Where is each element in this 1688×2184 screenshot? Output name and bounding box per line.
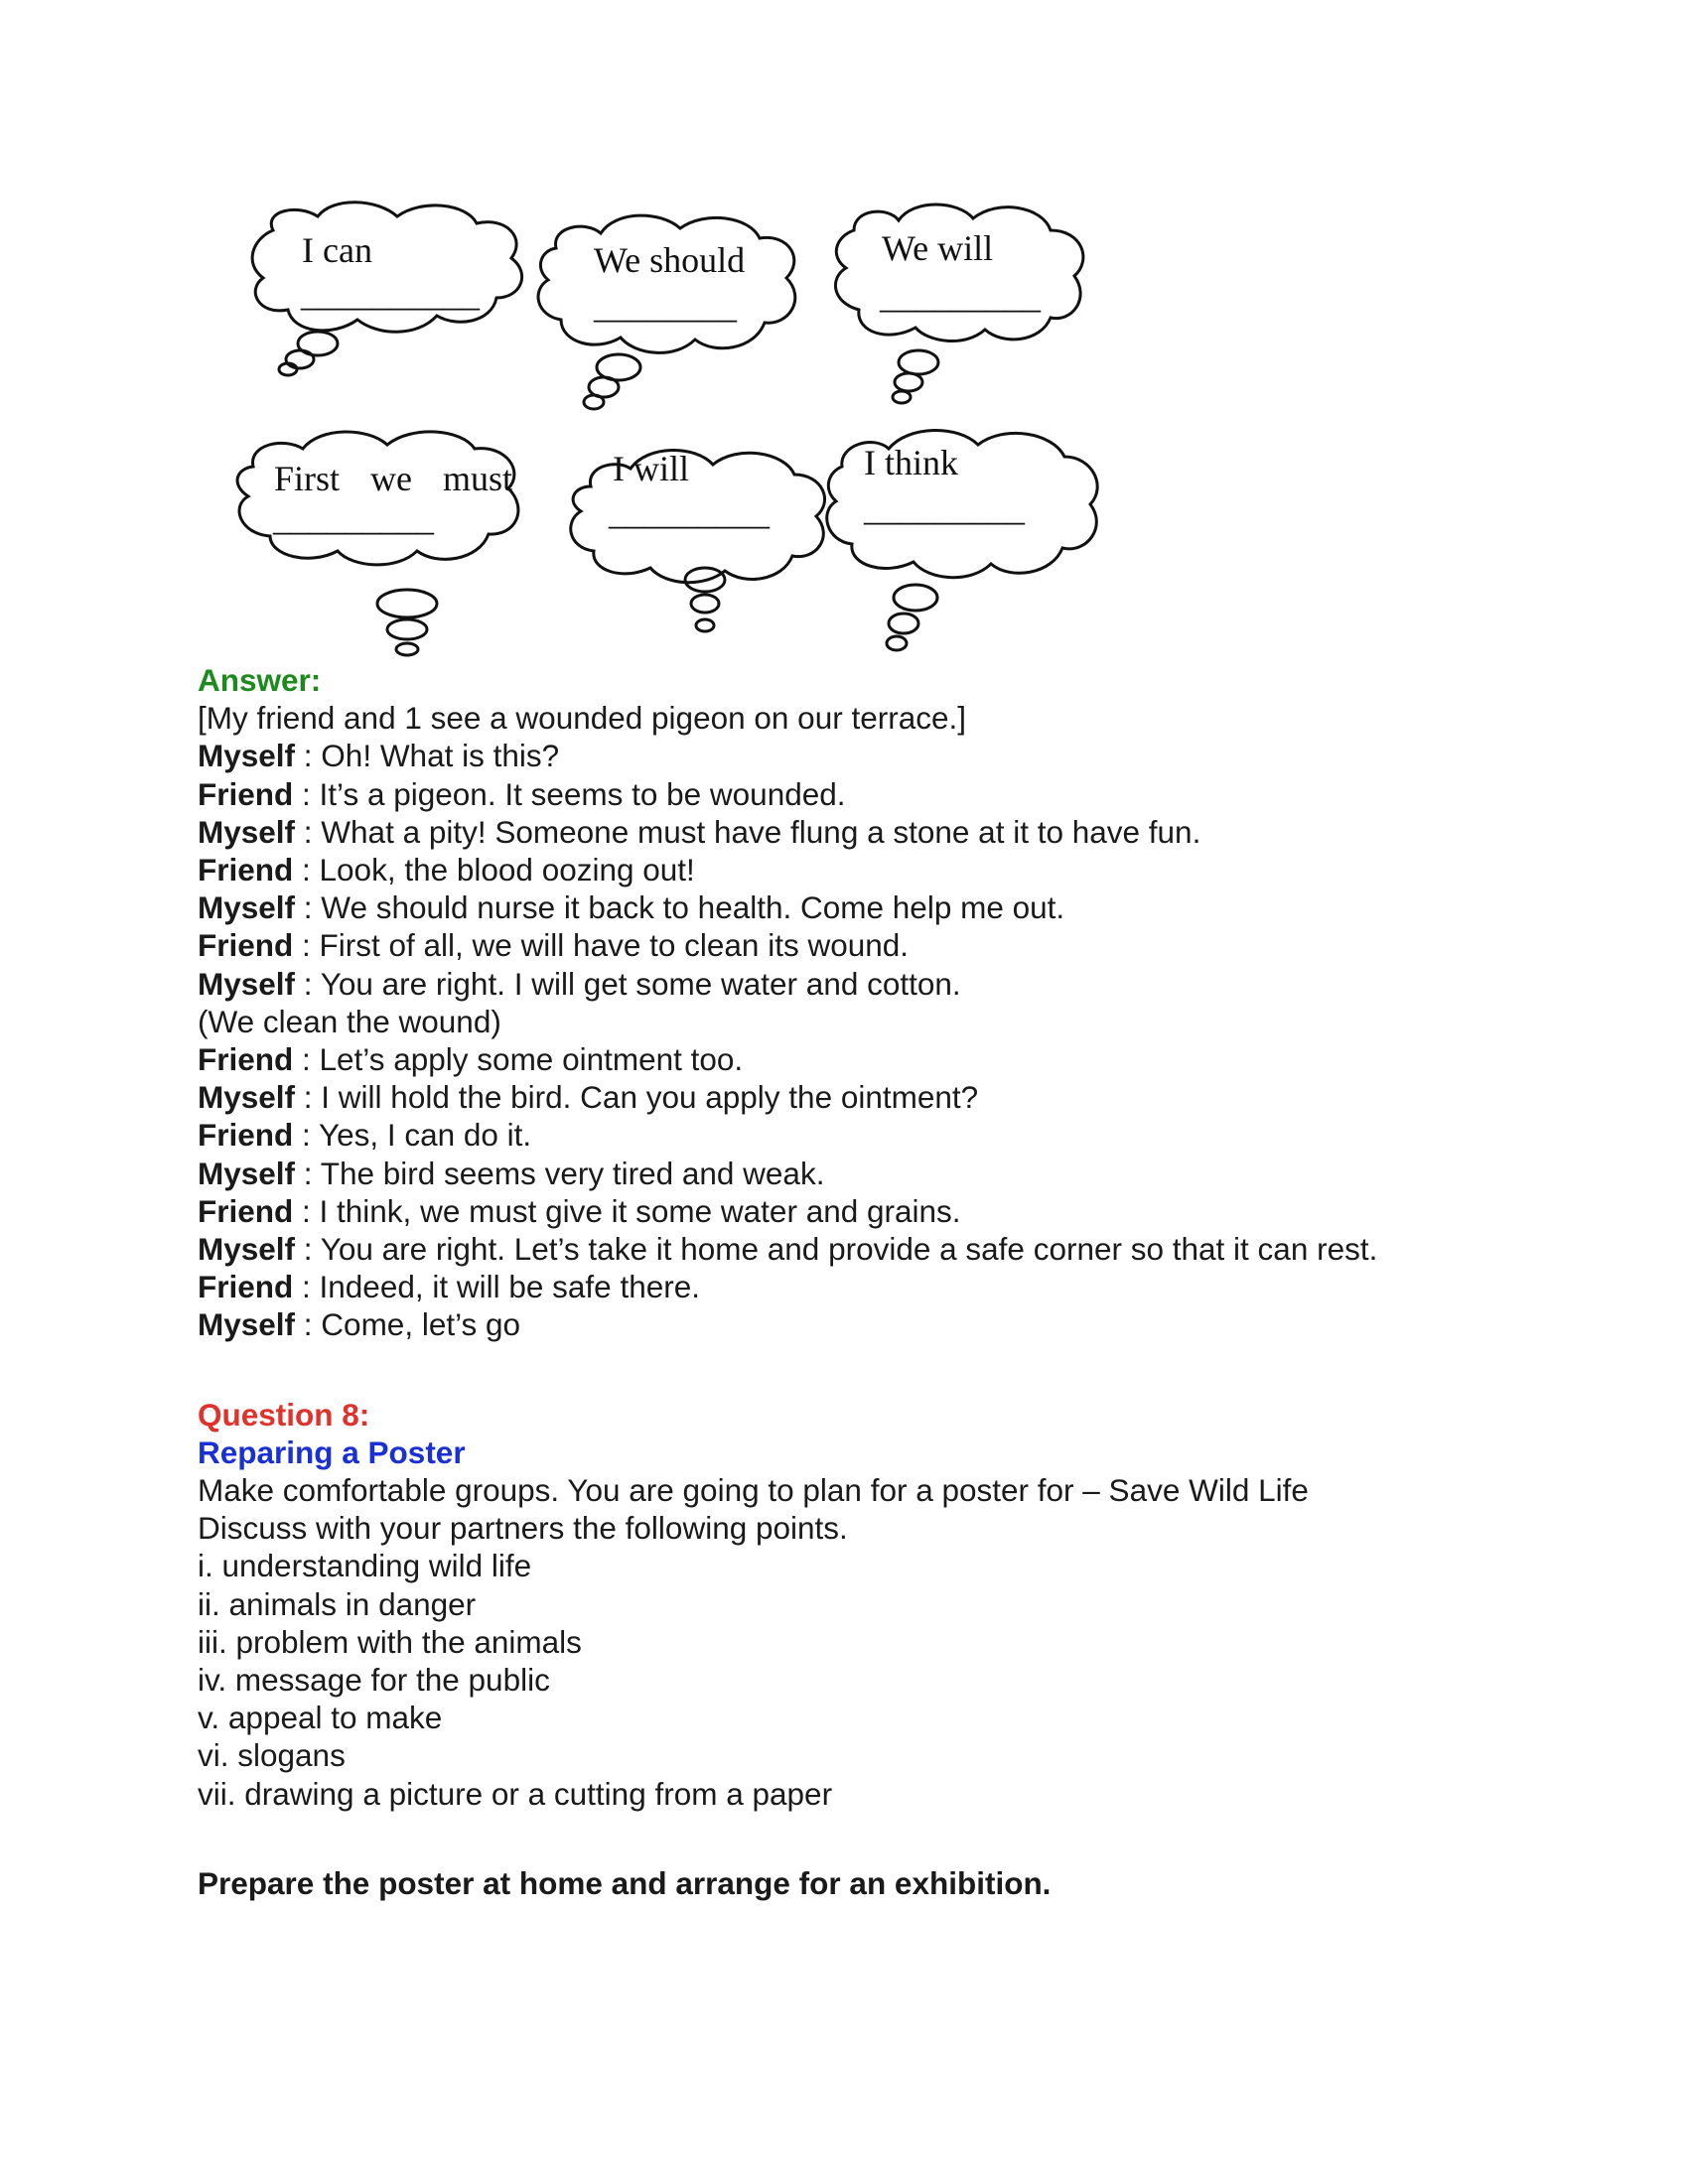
dialogue-line	[198, 1268, 1588, 1305]
thought-bubble-1	[252, 203, 522, 375]
bubble-5-blank: _________	[609, 492, 770, 532]
dialogue-text: : The bird seems very tired and weak.	[295, 1155, 825, 1191]
bubble-6-prompt: I think	[864, 443, 958, 482]
list-item: iv. message for the public	[198, 1662, 550, 1699]
scene-intro: [My friend and 1 see a wounded pigeon on our terrace.]	[198, 700, 966, 737]
dialogue-text: : We should nurse it back to health. Come help me out.	[295, 889, 1065, 926]
speaker-name: Myself	[198, 1231, 296, 1268]
section-title: Reparing a Poster	[198, 1433, 466, 1470]
instruction-line: Make comfortable groups. You are going to plan for a poster for – Save Wild Life	[198, 1472, 1309, 1509]
dialogue-text: : Indeed, it will be safe there.	[293, 1269, 700, 1305]
dialogue-text: : You are right. Let’s take it home and provide a safe corner so that it can rest.	[295, 1231, 1378, 1268]
dialogue-line	[198, 1155, 1588, 1192]
bubble-5-prompt: I will	[613, 449, 689, 488]
thought-bubble-2	[538, 215, 795, 409]
bubble-2-blank: ________	[594, 286, 737, 326]
dialogue-text: : What a pity! Someone must have flung a stone at it to have fun.	[295, 813, 1201, 850]
bubble-4-blank: _________	[273, 498, 434, 538]
content-body	[198, 661, 1588, 1902]
dialogue-text: : Look, the blood oozing out!	[293, 852, 695, 888]
thought-bubble-3	[835, 205, 1082, 403]
dialogue-text: : You are right. I will get some water and cotton.	[295, 965, 961, 1002]
dialogue-line	[198, 1040, 1588, 1078]
speaker-name: Friend	[198, 1269, 294, 1305]
dialogue-text: : Oh! What is this?	[295, 738, 560, 774]
bubble-2-prompt: We should	[594, 240, 746, 280]
dialogue-line	[198, 888, 1588, 926]
spacer	[198, 1344, 1588, 1396]
dialogue-text: : It’s a pigeon. It seems to be wounded.	[293, 775, 846, 812]
bubble-3-blank: _________	[880, 276, 1041, 316]
question-heading: Question 8:	[198, 1396, 370, 1433]
list-item: i. understanding wild life	[198, 1548, 532, 1584]
speaker-name: Myself	[198, 1079, 296, 1116]
speaker-name: Friend	[198, 1041, 294, 1078]
list-item: v. appeal to make	[198, 1700, 443, 1736]
speaker-name: Friend	[198, 1192, 294, 1229]
dialogue-part-1	[198, 737, 1588, 1002]
thought-bubble-6	[827, 430, 1097, 650]
answer-heading: Answer:	[198, 662, 322, 698]
bubble-1-blank: __________	[301, 274, 480, 314]
dialogue-line	[198, 926, 1588, 964]
final-instruction: Prepare the poster at home and arrange for an exhibition.	[198, 1864, 1052, 1901]
list-item: ii. animals in danger	[198, 1585, 477, 1622]
instruction-line: Discuss with your partners the following points.	[198, 1510, 848, 1547]
thought-bubble-4	[237, 432, 518, 655]
speaker-name: Myself	[198, 889, 296, 926]
speaker-name: Myself	[198, 1155, 296, 1191]
thought-bubble-5	[571, 449, 825, 631]
dialogue-line	[198, 737, 1588, 774]
bubble-1-prompt: I can	[302, 230, 372, 270]
bubble-6-blank: _________	[864, 488, 1025, 528]
dialogue-text: : First of all, we will have to clean its wound.	[293, 927, 910, 964]
speaker-name: Myself	[198, 965, 296, 1002]
dialogue-line	[198, 1305, 1588, 1343]
dialogue-line	[198, 1192, 1588, 1230]
spacer	[198, 1813, 1588, 1864]
bubble-3-prompt: We will	[882, 228, 994, 268]
list-item: vii. drawing a picture or a cutting from a paper	[198, 1775, 833, 1812]
dialogue-text: : Yes, I can do it.	[293, 1117, 532, 1154]
speaker-name: Friend	[198, 927, 294, 964]
speaker-name: Friend	[198, 1117, 294, 1154]
thought-bubbles-illustration	[0, 0, 1688, 675]
dialogue-line	[198, 1116, 1588, 1154]
dialogue-text: : I think, we must give it some water and grains.	[293, 1192, 961, 1229]
dialogue-line	[198, 851, 1588, 888]
list-item: iii. problem with the animals	[198, 1623, 582, 1660]
dialogue-text: : Come, let’s go	[295, 1306, 521, 1343]
dialogue-line	[198, 965, 1588, 1003]
dialogue-text: : I will hold the bird. Can you apply the ointment?	[295, 1079, 979, 1116]
speaker-name: Myself	[198, 813, 296, 850]
list-item: vi. slogans	[198, 1737, 346, 1774]
discussion-points-list	[198, 1547, 1588, 1812]
speaker-name: Friend	[198, 852, 294, 888]
dialogue-line	[198, 1230, 1588, 1268]
speaker-name: Friend	[198, 775, 294, 812]
speaker-name: Myself	[198, 738, 296, 774]
dialogue-text: : Let’s apply some ointment too.	[293, 1041, 744, 1078]
dialogue-line	[198, 813, 1588, 851]
speaker-name: Myself	[198, 1306, 296, 1343]
dialogue-line	[198, 1078, 1588, 1116]
dialogue-part-2	[198, 1040, 1588, 1344]
bubble-4-prompt: First we must	[274, 459, 513, 498]
dialogue-line	[198, 775, 1588, 813]
stage-direction: (We clean the wound)	[198, 1003, 501, 1039]
